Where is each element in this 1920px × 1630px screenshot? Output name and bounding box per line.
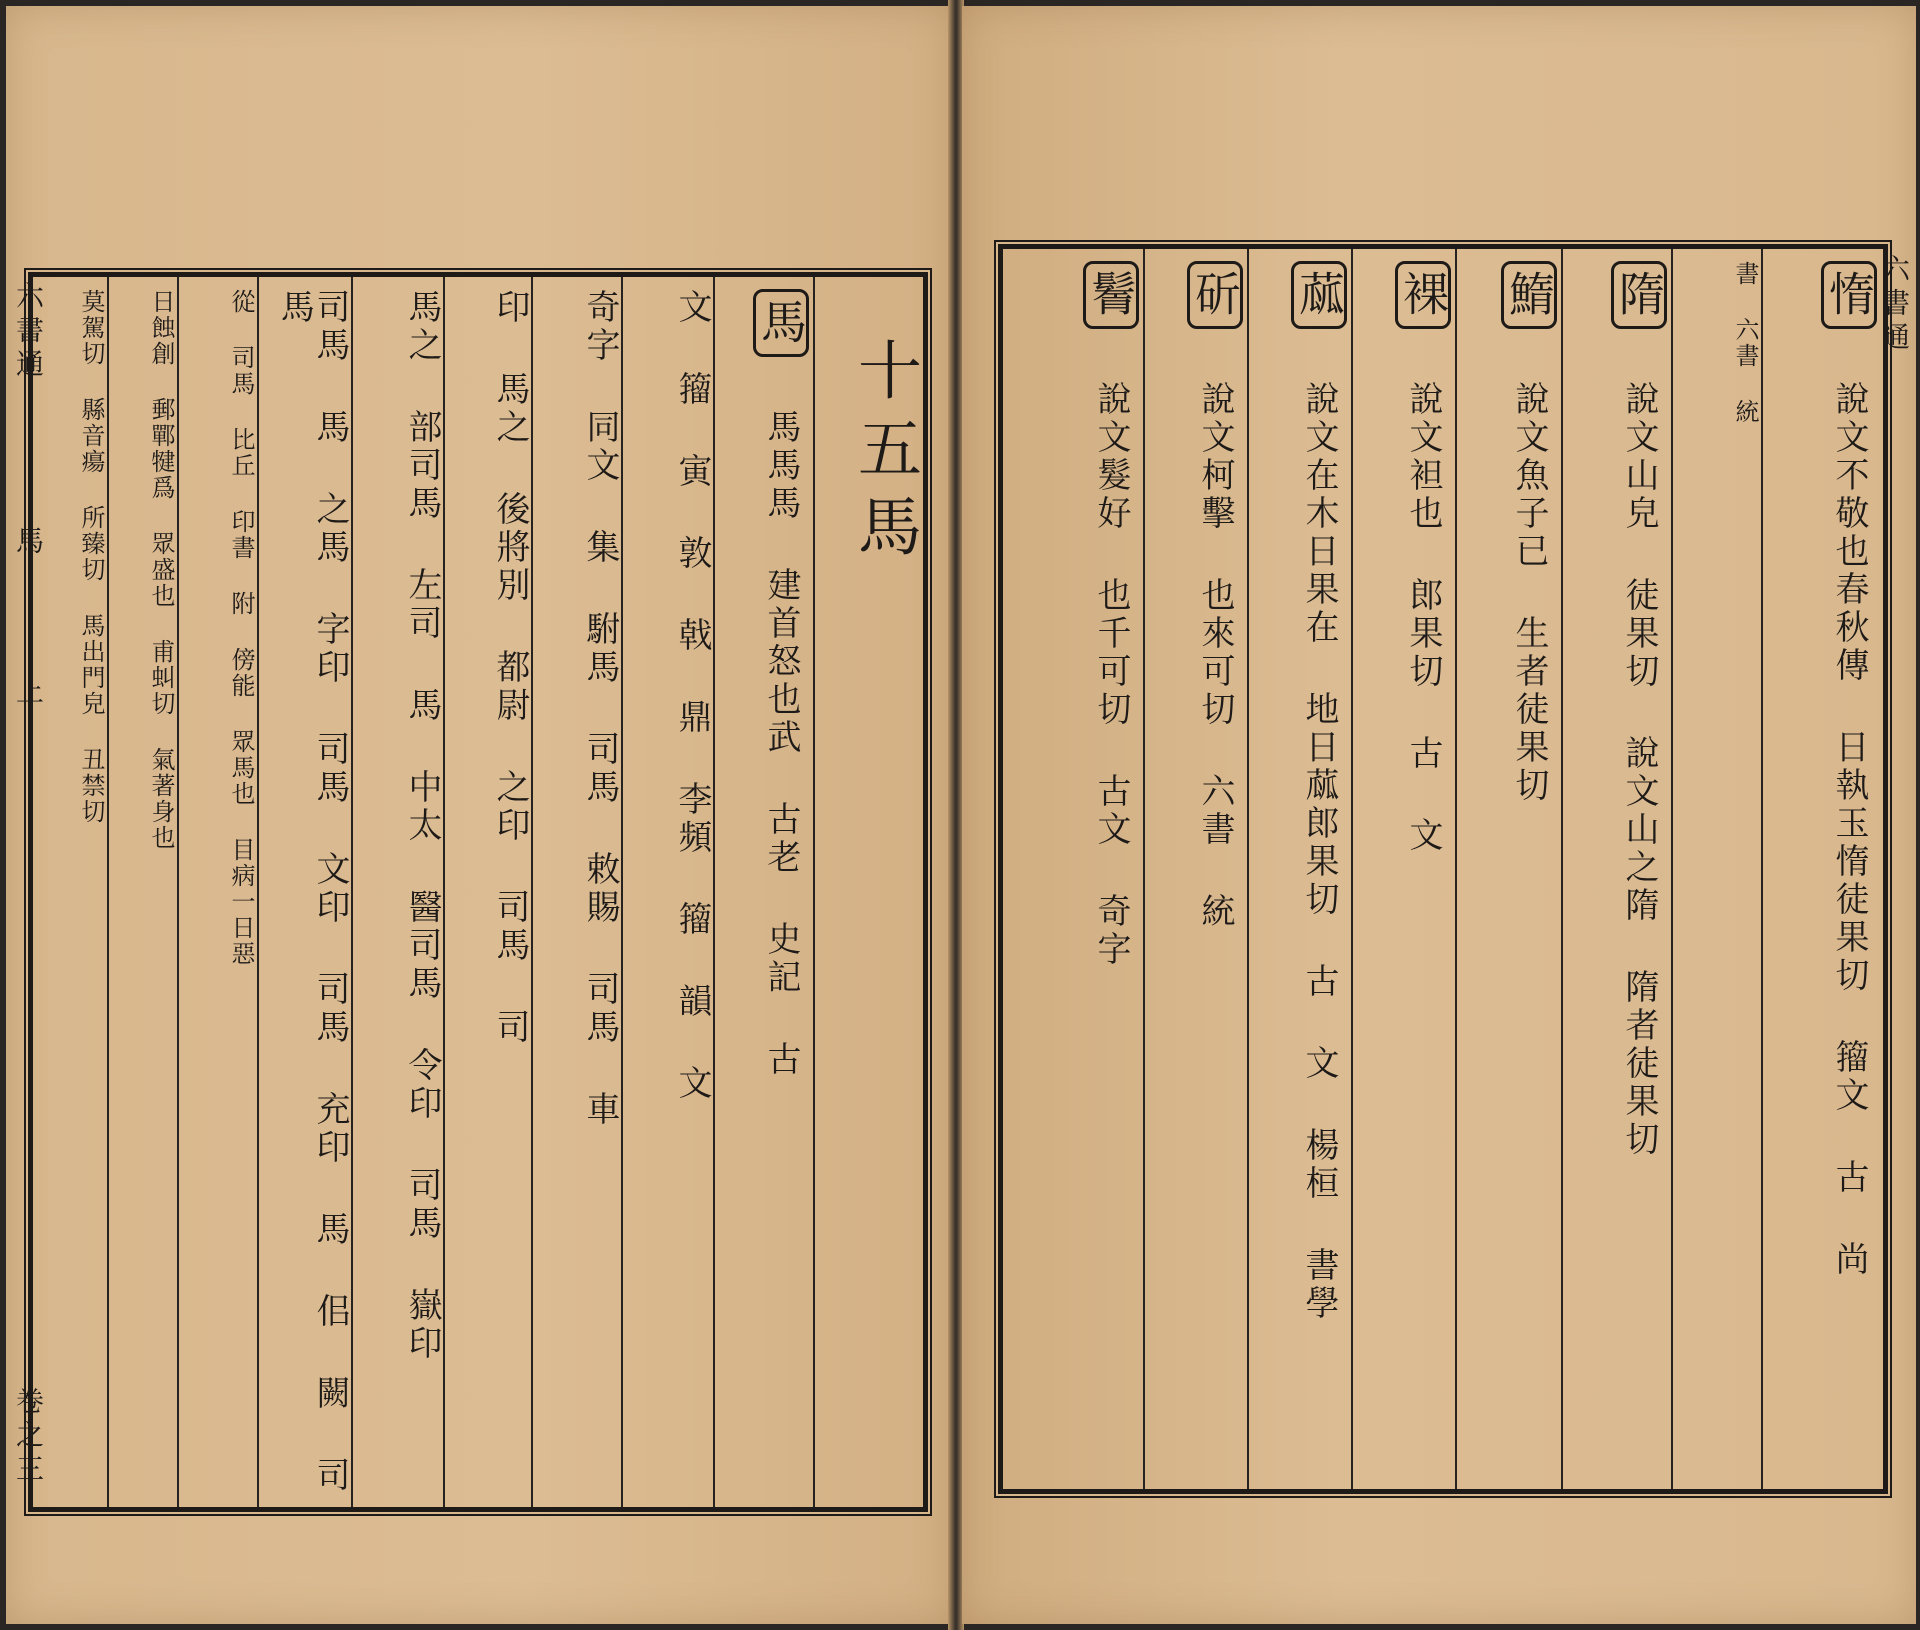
column [177, 277, 259, 1507]
entry-headword: 鬌 [1083, 261, 1139, 329]
column [1003, 249, 1145, 1489]
column-text: 馬之 部司馬 左司 馬 中太 醫司馬 令印 司馬 嶽印 [402, 289, 442, 1363]
column-text: 說文柯擊 也來可切 六書 統 [1195, 381, 1235, 931]
column-text: 說文髮好 也千可切 古文 奇字 [1091, 381, 1131, 969]
column [1671, 249, 1763, 1489]
entry-headword: 馬 [753, 289, 809, 357]
column [1143, 249, 1249, 1489]
left-page [6, 6, 954, 1624]
entry-headword: 惰 [1821, 261, 1877, 329]
entry-headword: 鰖 [1501, 261, 1557, 329]
column-text: 書 六書 統 [1731, 261, 1759, 425]
entry-headword: 斫 [1187, 261, 1243, 329]
column [1247, 249, 1353, 1489]
margin-tone: 上 [12, 676, 45, 710]
column [107, 277, 179, 1507]
column-text: 說文袒也 郎果切 古 文 [1403, 381, 1443, 855]
margin-book-title: 六書通 [12, 281, 45, 383]
column [443, 277, 533, 1507]
column-text: 說文山皃 徒果切 說文山之隋 隋者徒果切 [1619, 381, 1659, 1159]
column-text: 馬馬馬 建首怒也武 古老 史記 古 [761, 409, 801, 1079]
left-page-frame [28, 272, 928, 1512]
entry-headword: 裸 [1395, 261, 1451, 329]
column-text: 司馬 馬 之馬 字印 司馬 文印 司馬 充印 馬 佀 闕 司馬 [274, 289, 350, 1495]
column [351, 277, 445, 1507]
margin-page-number: 卷之三 [12, 1386, 45, 1488]
column-text: 說文不敬也春秋傳 日執玉惰徒果切 籀文 古 尚 [1829, 381, 1869, 1279]
column [1455, 249, 1563, 1489]
right-page [962, 6, 1916, 1624]
right-page-frame [998, 244, 1888, 1494]
column-heading [813, 277, 923, 1507]
entry-headword: 蓏 [1291, 261, 1347, 329]
margin-book-title: 六書通 [1878, 254, 1911, 356]
column [713, 277, 815, 1507]
column-text: 印 馬之 後將別 都尉 之印 司馬 司 [490, 289, 530, 1047]
column [621, 277, 715, 1507]
column [1561, 249, 1673, 1489]
column-text: 莫駕切 縣音瘍 所臻切 馬出門皃 丑禁切 [77, 289, 105, 825]
column-text: 文 籀 寅 敦 戟 鼎 李頻 籀 韻 文 [672, 289, 712, 1103]
column [531, 277, 623, 1507]
column-text: 說文在木日果在 地日蓏郎果切 古 文 楊桓 書學 [1299, 381, 1339, 1323]
column-text: 奇字 同文 集 駙馬 司馬 敕賜 司馬 車 [580, 289, 620, 1129]
column [33, 277, 109, 1507]
column [257, 277, 353, 1507]
column [1761, 249, 1883, 1489]
section-heading: 十五馬 [847, 337, 921, 571]
column-text: 說文魚子已 生者徒果切 [1509, 381, 1549, 805]
margin-section: 馬 [12, 526, 45, 560]
column-text: 日蝕創 郵鄲犍爲 眾盛也 甫虯切 氣著身也 [147, 289, 175, 851]
column [1351, 249, 1457, 1489]
column-text: 從 司馬 比丘 印書 附 傍能 眾馬也 目病一日惡 [227, 289, 255, 967]
entry-headword: 隋 [1611, 261, 1667, 329]
